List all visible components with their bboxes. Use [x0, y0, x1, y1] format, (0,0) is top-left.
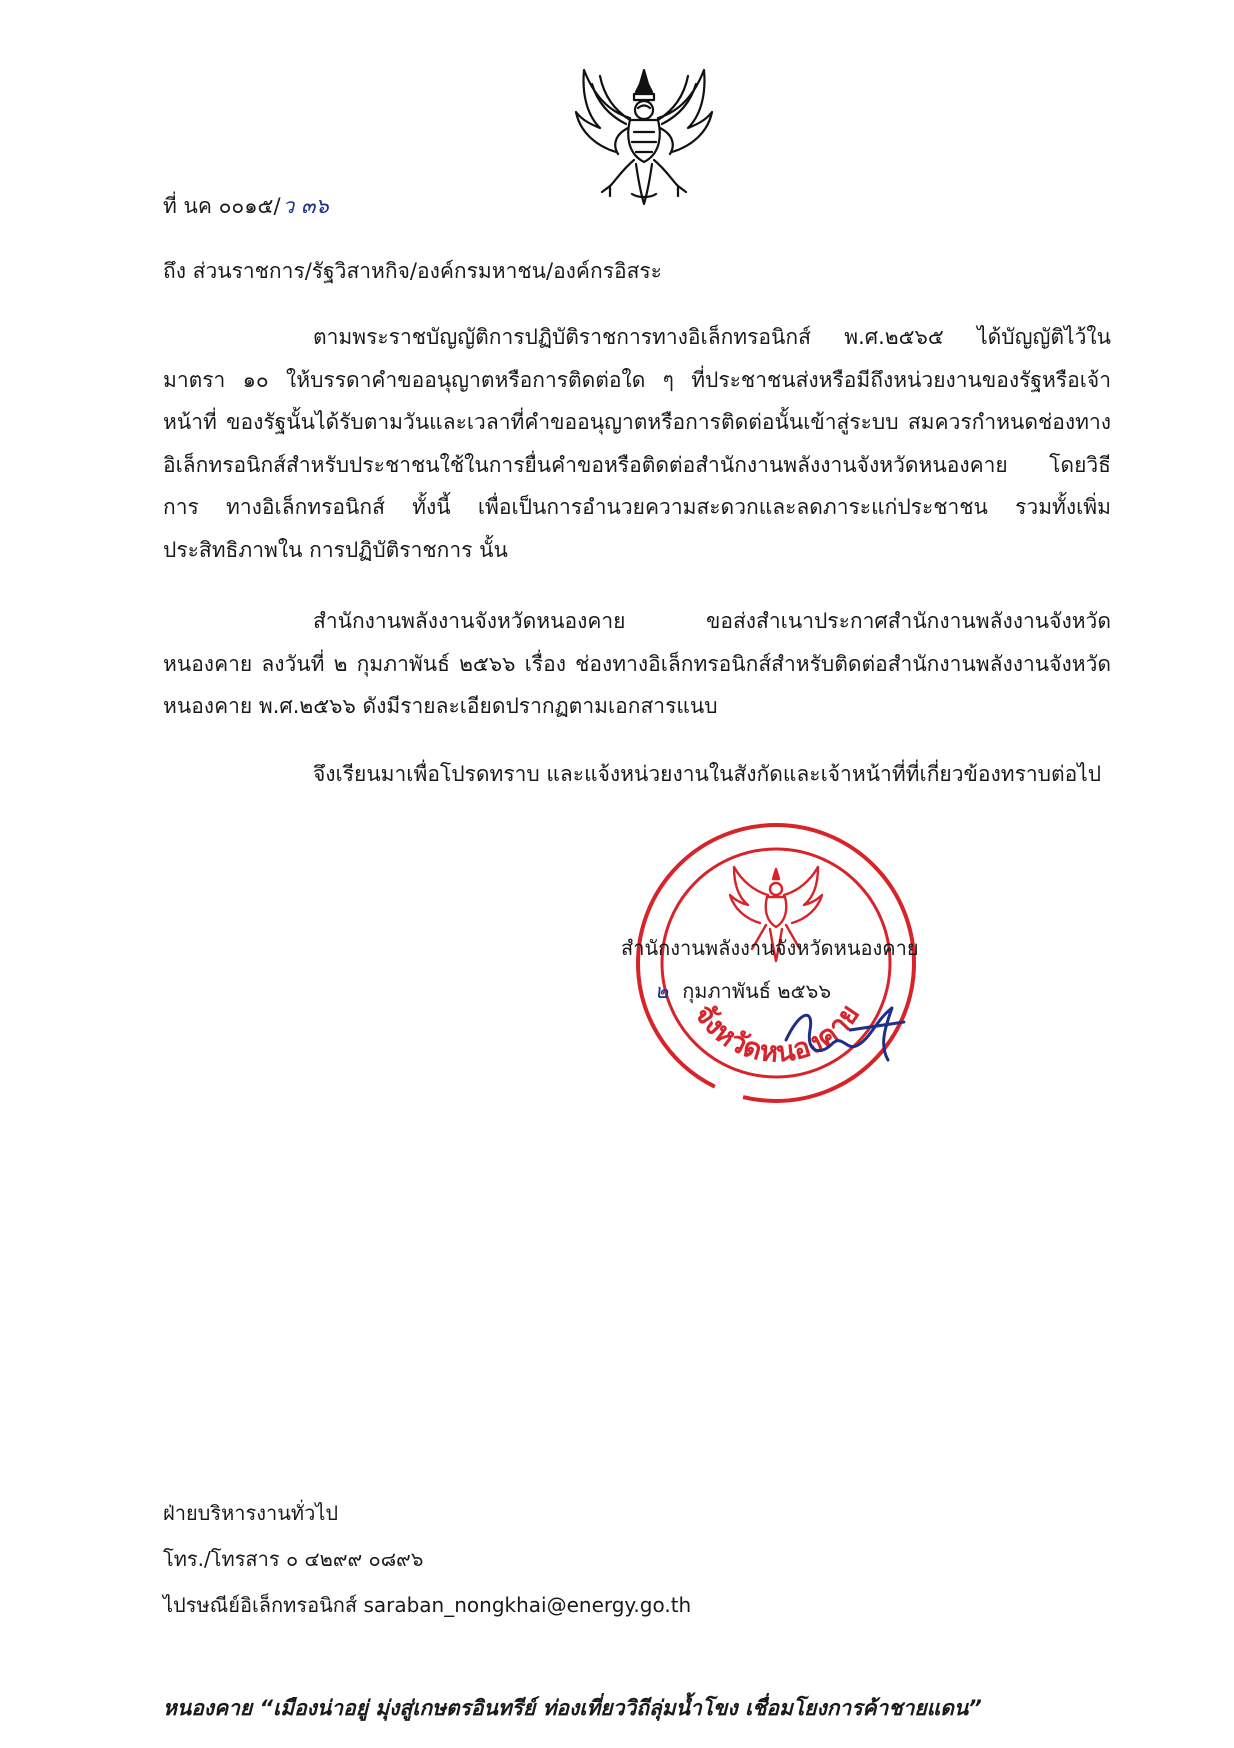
date-month-year: กุมภาพันธ์ ๒๕๖๖	[682, 979, 832, 1003]
province-motto: หนองคาย “เมืองน่าอยู่ มุ่งสู่เกษตรอินทรีย์ ท่องเที่ยววิถีลุ่มน้ำโขง เชื่อมโยงการค้าชายแดน”	[163, 1696, 982, 1720]
signature-icon	[780, 1000, 910, 1070]
contact-phone: โทร./โทรสาร ๐ ๔๒๙๙ ๐๘๙๖	[163, 1547, 424, 1571]
reference-number	[163, 190, 329, 223]
reference-handwritten: ว ๓๖	[282, 194, 329, 218]
contact-department: ฝ่ายบริหารงานทั่วไป	[163, 1501, 339, 1525]
garuda-emblem-icon	[570, 62, 718, 212]
body-paragraph-1: ตามพระราชบัญญัติการปฏิบัติราชการทางอิเล็กทรอนิกส์ พ.ศ.๒๕๖๕ ได้บัญญัติไว้ใน มาตรา ๑๐ ให้บรรดาคำขออนุญาตหรือการติดต่อใด ๆ ที่ประชาชนส่งหรือมีถึงหน่วยงานของรัฐหรือเจ้าหน้าที่ ของรัฐนั้นได้รับตามวันและเวลาที่คำขออนุญาตหรือการติดต่อนั้นเข้าสู่ระบบ สมควรกำหนดช่องทาง อิเล็กทรอนิกส์สำหรับประชาชนใช้ในการยื่นคำขอหรือติดต่อสำนักงานพลังงานจังหวัดหนองคาย โดยวิธีการ ทางอิเล็กทรอนิกส์ ทั้งนี้ เพื่อเป็นการอำนวยความสะดวกและลดภาระแก่ประชาชน รวมทั้งเพิ่มประสิทธิภาพใน การปฏิบัติราชการ นั้น	[163, 325, 1111, 562]
contact-email: ไปรษณีย์อิเล็กทรอนิกส์ saraban_nongkhai@energy.go.th	[163, 1593, 692, 1617]
date-day-handwritten: ๒	[655, 979, 669, 1003]
body-paragraph-3: จึงเรียนมาเพื่อโปรดทราบ และแจ้งหน่วยงานในสังกัดและเจ้าหน้าที่ที่เกี่ยวข้องทราบต่อไป	[313, 762, 1102, 786]
stamp-text: จังหวัดหนองคาย	[687, 998, 867, 1069]
body-paragraph-2: สำนักงานพลังงานจังหวัดหนองคาย ขอส่งสำเนาประกาศสำนักงานพลังงานจังหวัดหนองคาย ลงวันที่ ๒ กุมภาพันธ์ ๒๕๖๖ เรื่อง ช่องทางอิเล็กทรอนิกส์สำหรับติดต่อสำนักงานพลังงานจังหวัดหนองคาย พ.ศ.๒๕๖๖ ดังมีรายละเอียดปรากฏตามเอกสารแนบ	[163, 609, 1111, 718]
signatory-organization: สำนักงานพลังงานจังหวัดหนองคาย	[621, 936, 919, 960]
recipient-line: ถึง ส่วนราชการ/รัฐวิสาหกิจ/องค์กรมหาชน/องค์กรอิสระ	[163, 259, 662, 283]
reference-prefix: ที่ นค ๐๐๑๕/	[163, 194, 281, 218]
